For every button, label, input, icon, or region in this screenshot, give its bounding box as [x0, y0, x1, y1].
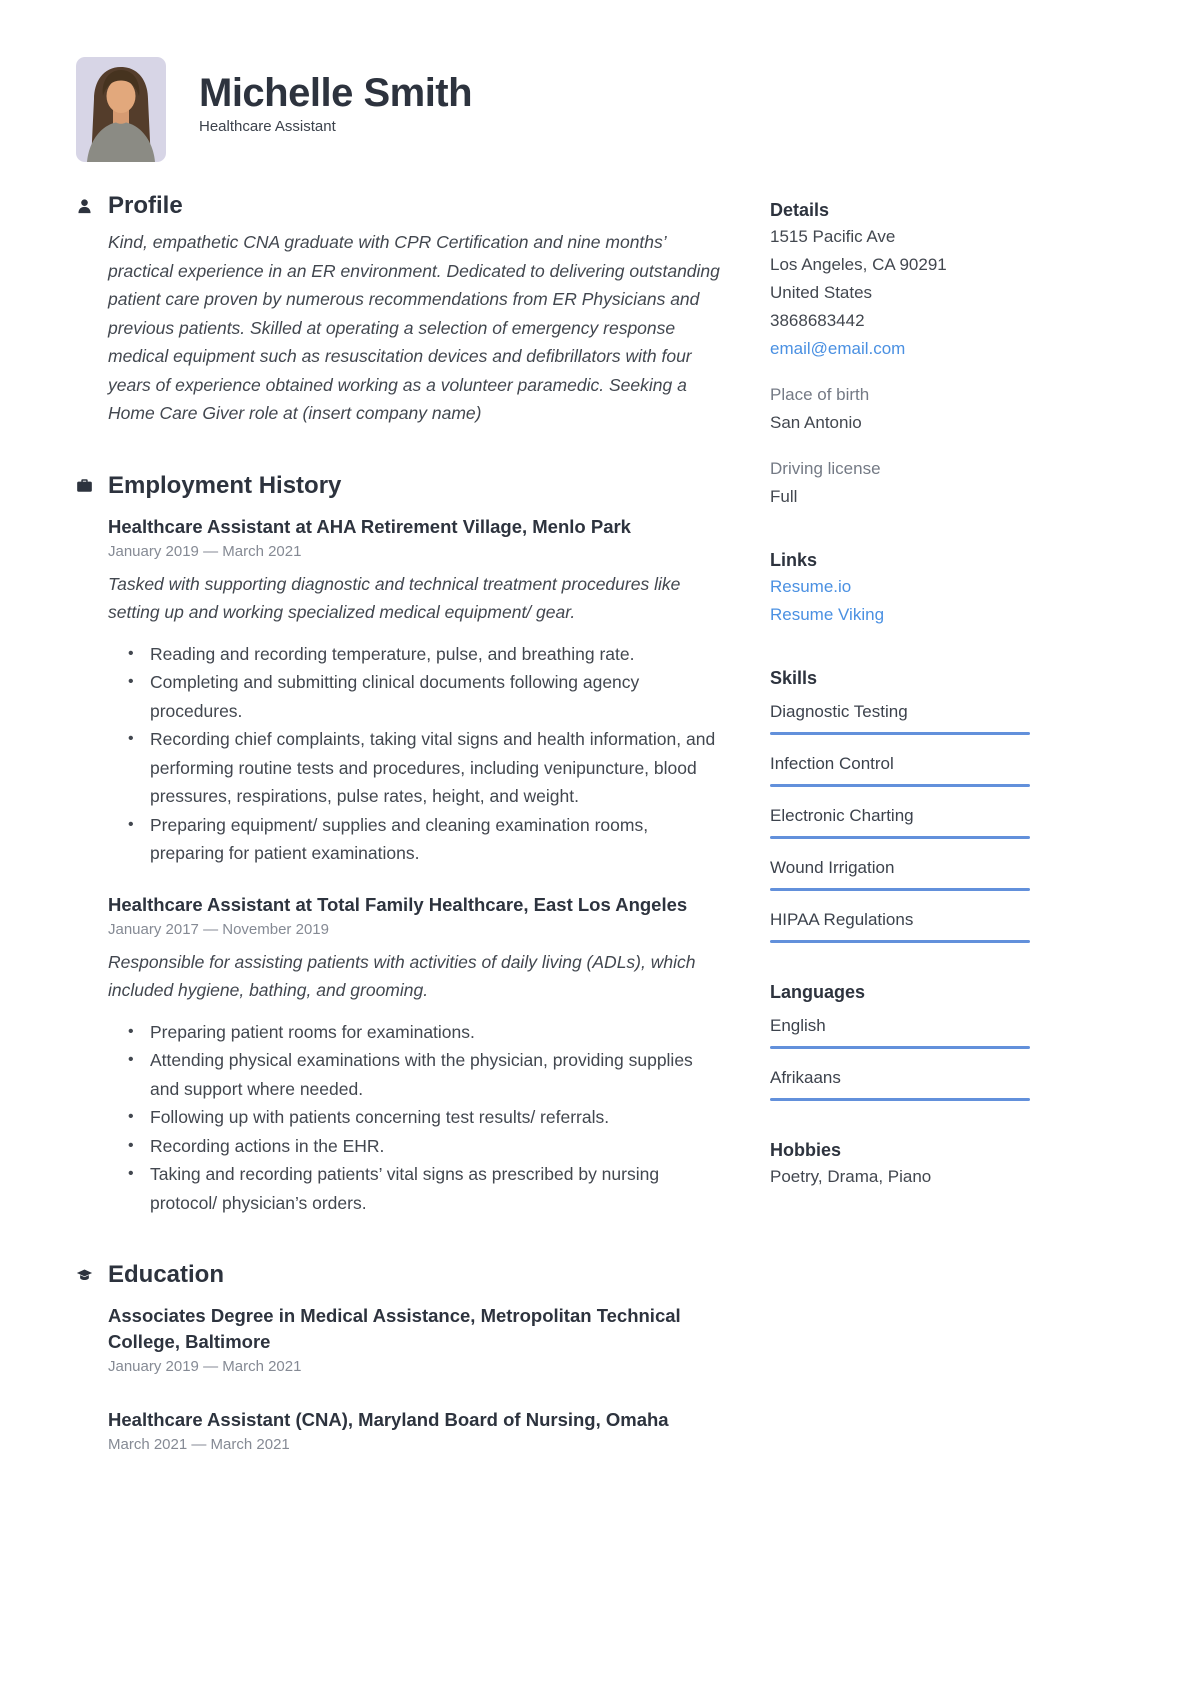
place-of-birth-label: Place of birth [770, 385, 870, 404]
skill-label: Diagnostic Testing [770, 702, 908, 721]
profile-photo [76, 57, 166, 162]
language-level-bar [770, 1098, 1030, 1101]
briefcase-icon [76, 477, 93, 494]
driving-license-value: Full [770, 487, 798, 506]
job-entry-title: Healthcare Assistant at AHA Retirement Village, Menlo Park [108, 515, 631, 537]
skills-heading: Skills [770, 668, 818, 688]
skill-level-bar [770, 836, 1030, 839]
hobbies-heading: Hobbies [770, 1140, 842, 1160]
link-resume-viking[interactable]: Resume Viking [770, 605, 885, 624]
links-heading: Links [770, 550, 818, 570]
education-entry [108, 1407, 724, 1453]
skill-level-bar [770, 888, 1030, 891]
job-bullet: • Reading and recording temperature, pulse, and breathing rate. [128, 640, 724, 669]
job-entry-title: Healthcare Assistant at Total Family Healthcare, East Los Angeles [108, 893, 688, 915]
skill-label: Wound Irrigation [770, 858, 895, 877]
job-bullet: • Attending physical examinations with the physician, providing supplies and support where needed. [128, 1046, 724, 1103]
link-resume-io[interactable]: Resume.io [770, 577, 852, 596]
job-entry [108, 892, 724, 1218]
job-entry-summary: Responsible for assisting patients with activities of daily living (ADLs), which included hygiene, bathing, and grooming. [108, 951, 696, 1000]
address-country: United States [770, 283, 873, 302]
skill-item [770, 699, 1030, 735]
job-bullet: • Recording actions in the EHR. [128, 1132, 724, 1161]
address-line1: 1515 Pacific Ave [770, 227, 896, 246]
person-icon [76, 198, 93, 215]
education-entry-title: Healthcare Assistant (CNA), Maryland Board of Nursing, Omaha [108, 1409, 669, 1430]
languages-section [770, 979, 1030, 1101]
skill-label: Electronic Charting [770, 806, 914, 825]
job-title: Healthcare Assistant [199, 118, 336, 135]
language-level-bar [770, 1046, 1030, 1049]
skill-level-bar [770, 732, 1030, 735]
portrait-illustration [76, 57, 166, 162]
job-bullet: • Preparing equipment/ supplies and cleaning examination rooms, preparing for patient examinations. [128, 811, 724, 868]
skill-level-bar [770, 784, 1030, 787]
sidebar [770, 192, 1030, 1497]
main-column [76, 192, 724, 1497]
education-heading: Education [108, 1261, 225, 1288]
place-of-birth-value: San Antonio [770, 413, 862, 432]
place-of-birth-section [770, 381, 1030, 437]
skill-label: Infection Control [770, 754, 894, 773]
job-entry-dates: January 2019 — March 2021 [108, 542, 302, 560]
job-bullet-list [108, 1018, 724, 1218]
education-entry-dates: March 2021 — March 2021 [108, 1436, 290, 1453]
job-entry [108, 514, 724, 868]
profile-section [76, 192, 724, 428]
details-section [770, 197, 1030, 363]
email-link[interactable]: email@email.com [770, 339, 906, 358]
driving-license-section [770, 455, 1030, 511]
job-entry-summary: Tasked with supporting diagnostic and technical treatment procedures like setting up and working specialized medical equipment/ gear. [108, 573, 681, 622]
education-entry-dates: January 2019 — March 2021 [108, 1358, 302, 1375]
graduation-cap-icon [76, 1267, 93, 1284]
skill-item [770, 907, 1030, 943]
hobbies-section [770, 1137, 1030, 1191]
phone-number: 3868683442 [770, 311, 865, 330]
details-heading: Details [770, 200, 830, 220]
language-label: English [770, 1016, 826, 1035]
profile-heading: Profile [108, 192, 183, 219]
language-item [770, 1013, 1030, 1049]
hobbies-text: Poetry, Drama, Piano [770, 1167, 932, 1186]
skill-item [770, 855, 1030, 891]
skill-item [770, 803, 1030, 839]
job-bullet: • Recording chief complaints, taking vital signs and health information, and performing routine tests and procedures, including venipuncture, blood pressures, respirations, pulse rates, height, and weight. [128, 725, 724, 811]
links-section [770, 547, 1030, 629]
skill-label: HIPAA Regulations [770, 910, 914, 929]
language-label: Afrikaans [770, 1068, 841, 1087]
skill-level-bar [770, 940, 1030, 943]
profile-summary: Kind, empathetic CNA graduate with CPR Certification and nine months’ practical experience in an ER environment. Dedicated to delivering outstanding patient care proven by numerous recommendations from ER Physicians and previous patients. Skilled at operating a selection of emergency response medical equipment such as resuscitation devices and defibrillators with four years of experience obtained working as a volunteer paramedic. Seeking a Home Care Giver role at (insert company name) [108, 232, 720, 423]
skill-item [770, 751, 1030, 787]
skills-section [770, 665, 1030, 943]
education-section [76, 1261, 724, 1453]
job-bullet: • Taking and recording patients’ vital signs as prescribed by nursing protocol/ physician’s orders. [128, 1160, 724, 1217]
languages-heading: Languages [770, 982, 866, 1002]
employment-section [76, 472, 724, 1218]
job-bullet: • Preparing patient rooms for examinations. [128, 1018, 724, 1047]
employment-heading: Employment History [108, 471, 342, 499]
job-entry-dates: January 2017 — November 2019 [108, 920, 329, 938]
driving-license-label: Driving license [770, 459, 881, 478]
education-entry [108, 1303, 724, 1375]
education-entry-title: Associates Degree in Medical Assistance, Metropolitan Technical College, Baltimore [108, 1305, 681, 1352]
job-bullet: • Completing and submitting clinical documents following agency procedures. [128, 668, 724, 725]
job-bullet: • Following up with patients concerning test results/ referrals. [128, 1103, 724, 1132]
address-line2: Los Angeles, CA 90291 [770, 255, 947, 274]
page-title: Michelle Smith [199, 71, 473, 115]
language-item [770, 1065, 1030, 1101]
header [0, 0, 1190, 162]
job-bullet-list [108, 640, 724, 868]
